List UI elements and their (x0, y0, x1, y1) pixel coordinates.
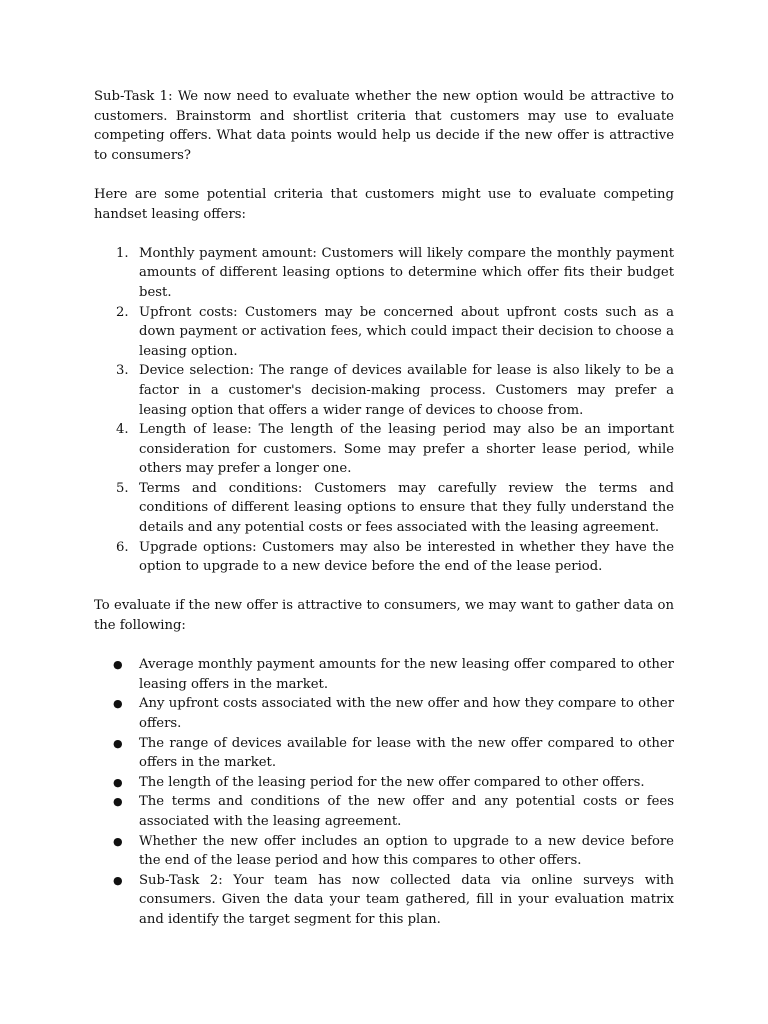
criteria-item (94, 361, 674, 420)
data-point-text: Sub-Task 2: Your team has now collected data via online surveys with consumers. Given the data your team gathered, fill in your evaluation matrix and identify the target segment for this plan. (139, 872, 674, 927)
data-point-text: Average monthly payment amounts for the new leasing offer compared to other leasing offers in the market. (139, 657, 674, 692)
data-point-text: The range of devices available for lease with the new offer compared to other offers in the market. (139, 735, 674, 771)
criteria-intro: Here are some potential criteria that customers might use to evaluate competing handset leasing offers: (94, 186, 674, 222)
data-points-list (94, 655, 674, 929)
data-point-text: Any upfront costs associated with the new offer and how they compare to other offers. (139, 696, 674, 731)
criteria-text: Upfront costs: Customers may be concerned about upfront costs such as a down payment or activation fees, which could impact their decision to choose a leasing option. (139, 304, 674, 359)
criteria-text: Length of lease: The length of the leasing period may also be an important consideration for customers. Some may prefer a shorter lease period, while others may prefer a longer one. (139, 422, 674, 477)
list-number: 5. (116, 480, 129, 496)
data-point-item (94, 734, 674, 773)
data-intro: To evaluate if the new offer is attractive to consumers, we may want to gather data on the following: (94, 598, 674, 634)
criteria-item (94, 479, 674, 538)
data-point-item (94, 655, 674, 694)
list-number: 1. (116, 245, 129, 261)
bullet-icon: ● (113, 775, 123, 789)
bullet-icon: ● (113, 834, 123, 848)
criteria-item (94, 303, 674, 362)
list-number: 3. (116, 363, 129, 379)
data-point-item (94, 694, 674, 733)
subtask-1-paragraph: Sub-Task 1: We now need to evaluate whether the new option would be attractive to customers. Brainstorm and shortlist criteria that customers may use to evaluate competing offers. What data points would help us decide if the new offer is attractive to consumers? (94, 89, 674, 163)
bullet-icon: ● (113, 658, 123, 672)
data-point-text: Whether the new offer includes an option to upgrade to a new device before the end of the lease period and how this compares to other offers. (139, 833, 674, 869)
document-page (94, 87, 674, 930)
criteria-text: Monthly payment amount: Customers will likely compare the monthly payment amounts of different leasing options to determine which offer fits their budget best. (139, 245, 674, 300)
bullet-icon: ● (113, 736, 123, 750)
data-point-item (94, 832, 674, 871)
criteria-item (94, 538, 674, 577)
data-point-item (94, 792, 674, 831)
data-point-item (94, 773, 674, 793)
list-number: 6. (116, 539, 129, 555)
list-number: 4. (116, 422, 129, 438)
data-point-text: The terms and conditions of the new offer and any potential costs or fees associated with the leasing agreement. (139, 794, 674, 829)
criteria-item (94, 420, 674, 479)
criteria-text: Device selection: The range of devices available for lease is also likely to be a factor in a customer's decision-making process. Customers may prefer a leasing option that offers a wider range of devices to choose from. (139, 363, 674, 418)
criteria-list (94, 244, 674, 577)
data-point-text: The length of the leasing period for the new offer compared to other offers. (139, 774, 645, 790)
bullet-icon: ● (113, 795, 123, 809)
criteria-text: Terms and conditions: Customers may carefully review the terms and conditions of different leasing options to ensure that they fully understand the details and any potential costs or fees associated with the leasing agreement. (139, 480, 674, 536)
criteria-text: Upgrade options: Customers may also be interested in whether they have the option to upgrade to a new device before the end of the lease period. (139, 539, 674, 575)
data-point-item (94, 871, 674, 930)
bullet-icon: ● (113, 697, 123, 711)
criteria-item (94, 244, 674, 303)
bullet-icon: ● (113, 873, 123, 887)
list-number: 2. (116, 304, 129, 320)
